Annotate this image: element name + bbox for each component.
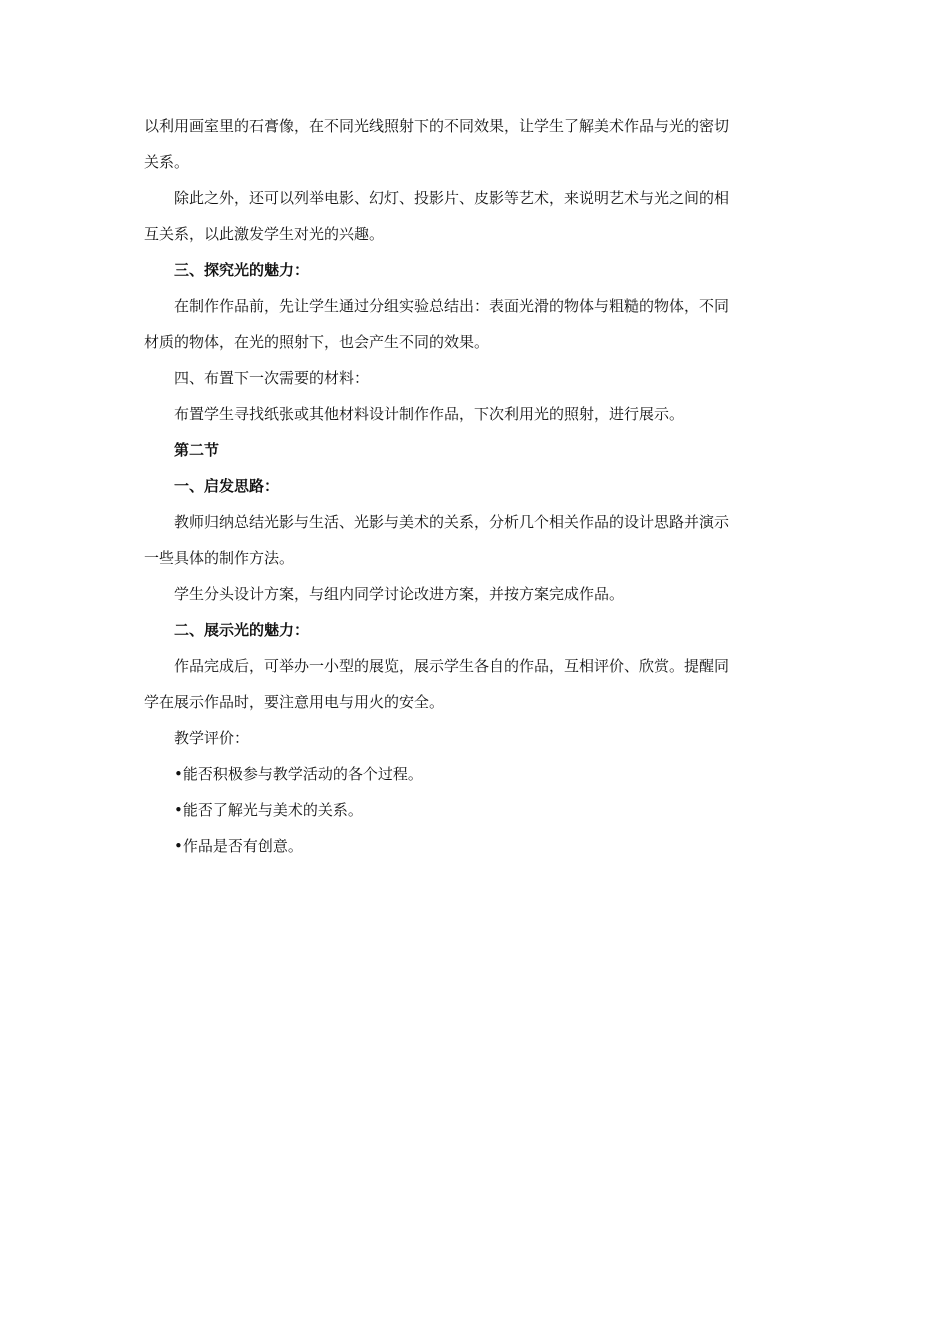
section-heading	[144, 260, 804, 280]
text-line: 关系。	[144, 153, 190, 171]
text-line: 一些具体的制作方法。	[144, 549, 295, 567]
section-heading	[144, 476, 804, 496]
paragraph	[144, 656, 804, 712]
text-line: 作品完成后，可举办一小型的展览，展示学生各自的作品，互相评价、欣赏。提醒同	[174, 657, 730, 675]
text-line: 材质的物体，在光的照射下，也会产生不同的效果。	[144, 333, 490, 351]
text-line: •能否了解光与美术的关系。	[174, 801, 363, 819]
text-line: 教学评价：	[174, 729, 250, 747]
document-page	[144, 116, 804, 872]
paragraph	[144, 116, 804, 172]
paragraph	[144, 728, 804, 748]
bullet-item	[144, 836, 804, 856]
text-line: •作品是否有创意。	[174, 837, 303, 855]
section-heading	[144, 440, 804, 460]
heading-text: 第二节	[174, 441, 220, 459]
text-line: 学在展示作品时，要注意用电与用火的安全。	[144, 693, 445, 711]
bullet-item	[144, 764, 804, 784]
text-line: 学生分头设计方案，与组内同学讨论改进方案，并按方案完成作品。	[174, 585, 625, 603]
text-line: 教师归纳总结光影与生活、光影与美术的关系，分析几个相关作品的设计思路并演示	[174, 513, 730, 531]
paragraph	[144, 188, 804, 244]
bullet-item	[144, 800, 804, 820]
text-line: 除此之外，还可以列举电影、幻灯、投影片、皮影等艺术，来说明艺术与光之间的相	[174, 189, 730, 207]
text-line: •能否积极参与教学活动的各个过程。	[174, 765, 423, 783]
heading-text: 二、展示光的魅力：	[174, 621, 310, 639]
paragraph	[144, 584, 804, 604]
text-line: 布置学生寻找纸张或其他材料设计制作作品，下次利用光的照射，进行展示。	[174, 405, 685, 423]
text-line: 互关系，以此激发学生对光的兴趣。	[144, 225, 385, 243]
heading-text: 一、启发思路：	[174, 477, 280, 495]
text-line: 以利用画室里的石膏像，在不同光线照射下的不同效果，让学生了解美术作品与光的密切	[144, 117, 730, 135]
heading-text: 三、探究光的魅力：	[174, 261, 310, 279]
paragraph	[144, 512, 804, 568]
section-heading	[144, 620, 804, 640]
text-line: 在制作作品前，先让学生通过分组实验总结出：表面光滑的物体与粗糙的物体，不同	[174, 297, 730, 315]
paragraph	[144, 296, 804, 352]
paragraph	[144, 368, 804, 388]
paragraph	[144, 404, 804, 424]
text-line: 四、布置下一次需要的材料：	[174, 369, 370, 387]
